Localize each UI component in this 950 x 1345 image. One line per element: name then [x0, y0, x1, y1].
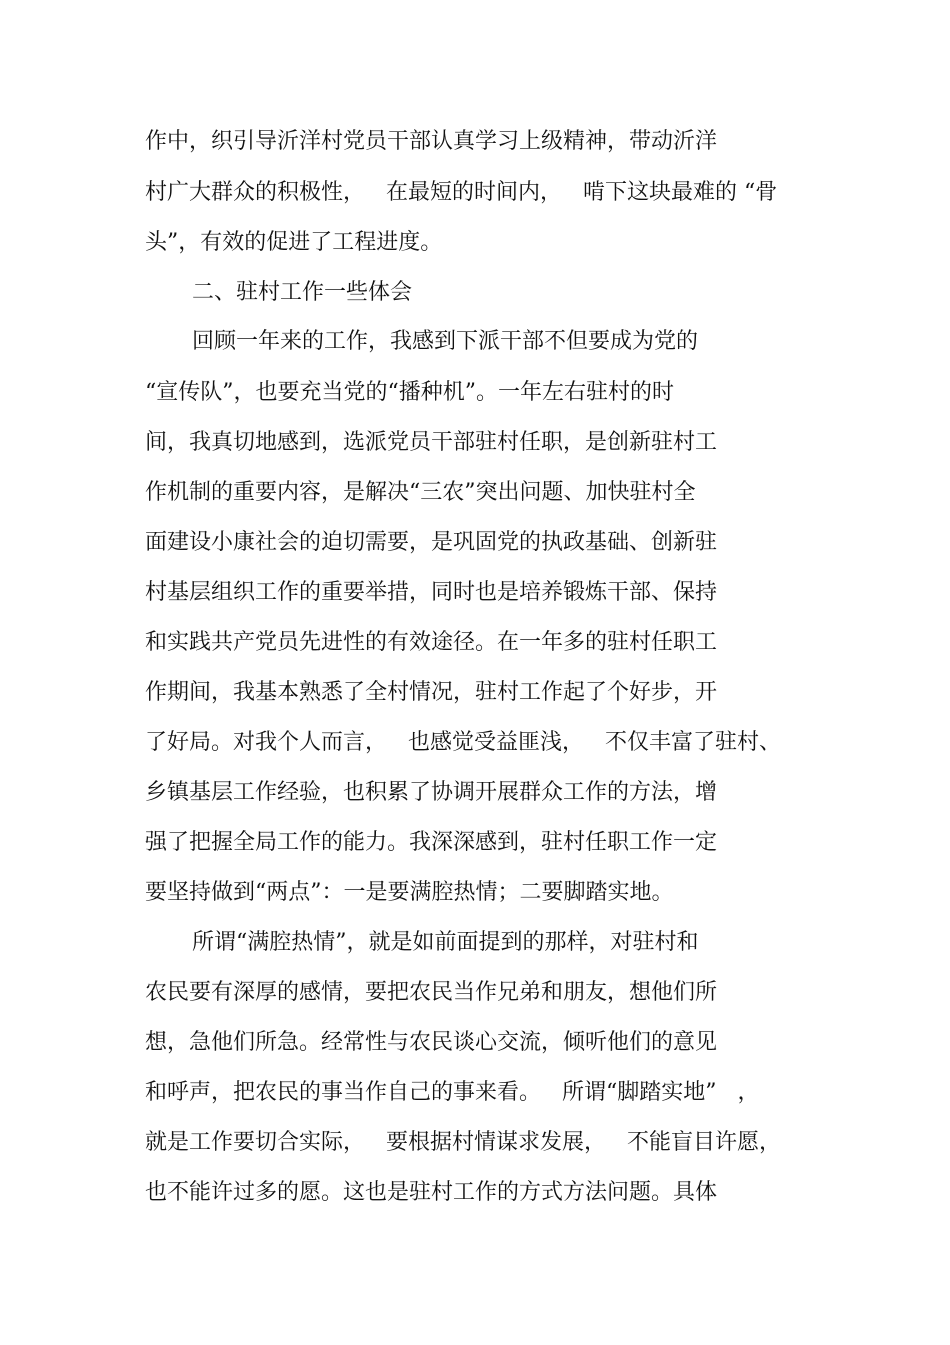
text-line-12: 作期间，我基本熟悉了全村情况，驻村工作起了个好步，开: [145, 680, 718, 705]
text-line-16: 要坚持做到“两点”：一是要满腔热情；二要脚踏实地。: [145, 880, 674, 905]
text-line-13: 了好局。对我个人而言， 也感觉受益匪浅， 不仅丰富了驻村、: [145, 730, 781, 755]
text-line-20: 和呼声，把农民的事当作自己的事来看。 所谓“脚踏实地” ，: [145, 1080, 760, 1105]
text-line-14: 乡镇基层工作经验，也积累了协调开展群众工作的方法，增: [145, 780, 718, 805]
text-line-10: 村基层组织工作的重要举措，同时也是培养锻炼干部、保持: [145, 580, 718, 605]
section-heading: 二、驻村工作一些体会: [192, 280, 413, 305]
text-line-15: 强了把握全局工作的能力。我深深感到，驻村任职工作一定: [145, 830, 718, 855]
text-line-19: 想，急他们所急。经常性与农民谈心交流，倾听他们的意见: [145, 1030, 718, 1055]
text-line-6: “宣传队”，也要充当党的“播种机”。一年左右驻村的时: [145, 380, 674, 405]
text-line-9: 面建设小康社会的迫切需要，是巩固党的执政基础、创新驻: [145, 530, 718, 555]
text-line-5: 回顾一年来的工作，我感到下派干部不但要成为党的: [192, 329, 699, 354]
text-line-11: 和实践共产党员先进性的有效途径。在一年多的驻村任职工: [145, 630, 718, 655]
text-line-7: 间，我真切地感到，选派党员干部驻村任职，是创新驻村工: [145, 430, 718, 455]
text-line-22: 也不能许过多的愿。这也是驻村工作的方式方法问题。具体: [145, 1180, 718, 1205]
text-line-18: 农民要有深厚的感情，要把农民当作兄弟和朋友，想他们所: [145, 980, 718, 1005]
text-line-2: 村广大群众的积极性， 在最短的时间内， 啃下这块最难的 “骨: [145, 180, 778, 205]
text-line-1: 作中，织引导沂洋村党员干部认真学习上级精神，带动沂洋: [145, 129, 718, 154]
text-line-17: 所谓“满腔热情”，就是如前面提到的那样，对驻村和: [192, 930, 699, 955]
text-line-8: 作机制的重要内容，是解决“三农”突出问题、加快驻村全: [145, 480, 696, 505]
text-line-21: 就是工作要切合实际， 要根据村情谋求发展， 不能盲目许愿，: [145, 1130, 781, 1155]
text-line-3: 头”，有效的促进了工程进度。: [145, 230, 443, 255]
